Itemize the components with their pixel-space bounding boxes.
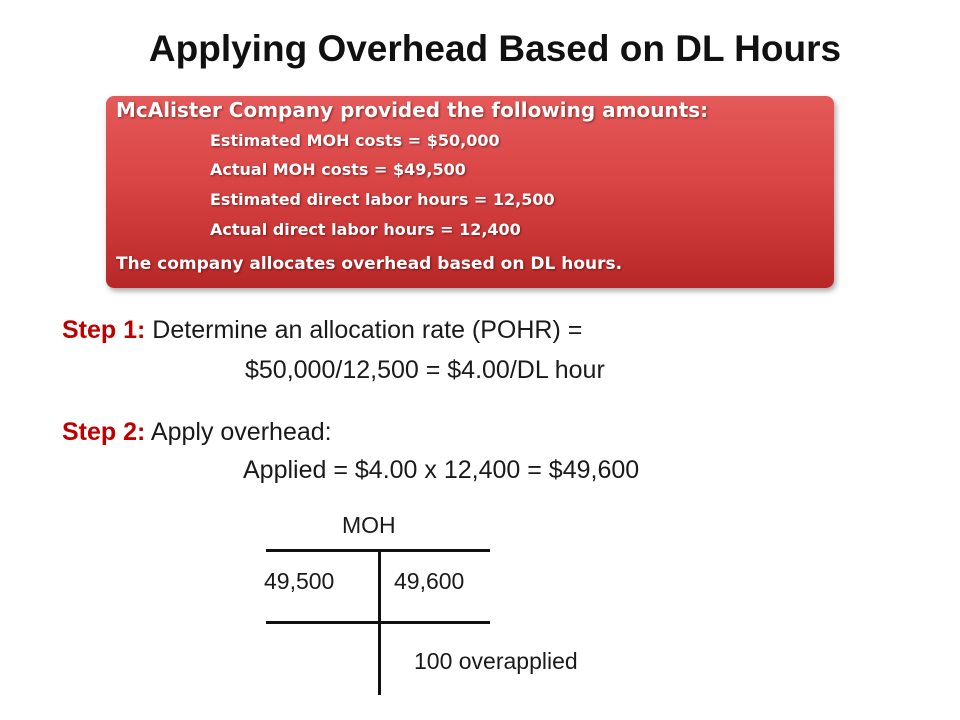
- info-line-actual-dl-hours: Actual direct labor hours = 12,400: [210, 220, 521, 239]
- t-account-balance: 100 overapplied: [414, 648, 578, 674]
- step-1: [62, 316, 582, 345]
- info-line-actual-moh: Actual MOH costs = $49,500: [210, 160, 466, 179]
- step-2-detail: Applied = $4.00 x 12,400 = $49,600: [243, 456, 640, 484]
- step-1-label: Step 1:: [62, 316, 146, 344]
- info-box: [106, 96, 834, 288]
- step-2-text: Apply overhead:: [145, 418, 332, 446]
- step-2: [62, 418, 332, 447]
- step-1-text: Determine an allocation rate (POHR) =: [145, 316, 583, 344]
- info-line-estimated-moh: Estimated MOH costs = $50,000: [210, 131, 500, 150]
- step-2-label: Step 2:: [62, 418, 146, 446]
- t-account-debit: 49,500: [264, 568, 335, 594]
- slide-title: Applying Overhead Based on DL Hours: [148, 28, 842, 69]
- info-line-estimated-dl-hours: Estimated direct labor hours = 12,500: [210, 190, 555, 209]
- info-intro: McAlister Company provided the following amounts:: [116, 98, 709, 122]
- t-account-title: MOH: [342, 512, 396, 538]
- info-outro: The company allocates overhead based on DL hours.: [116, 254, 623, 274]
- step-1-detail: $50,000/12,500 = $4.00/DL hour: [245, 356, 605, 384]
- t-account-total-rule: [266, 621, 490, 624]
- t-account-credit: 49,600: [394, 568, 465, 594]
